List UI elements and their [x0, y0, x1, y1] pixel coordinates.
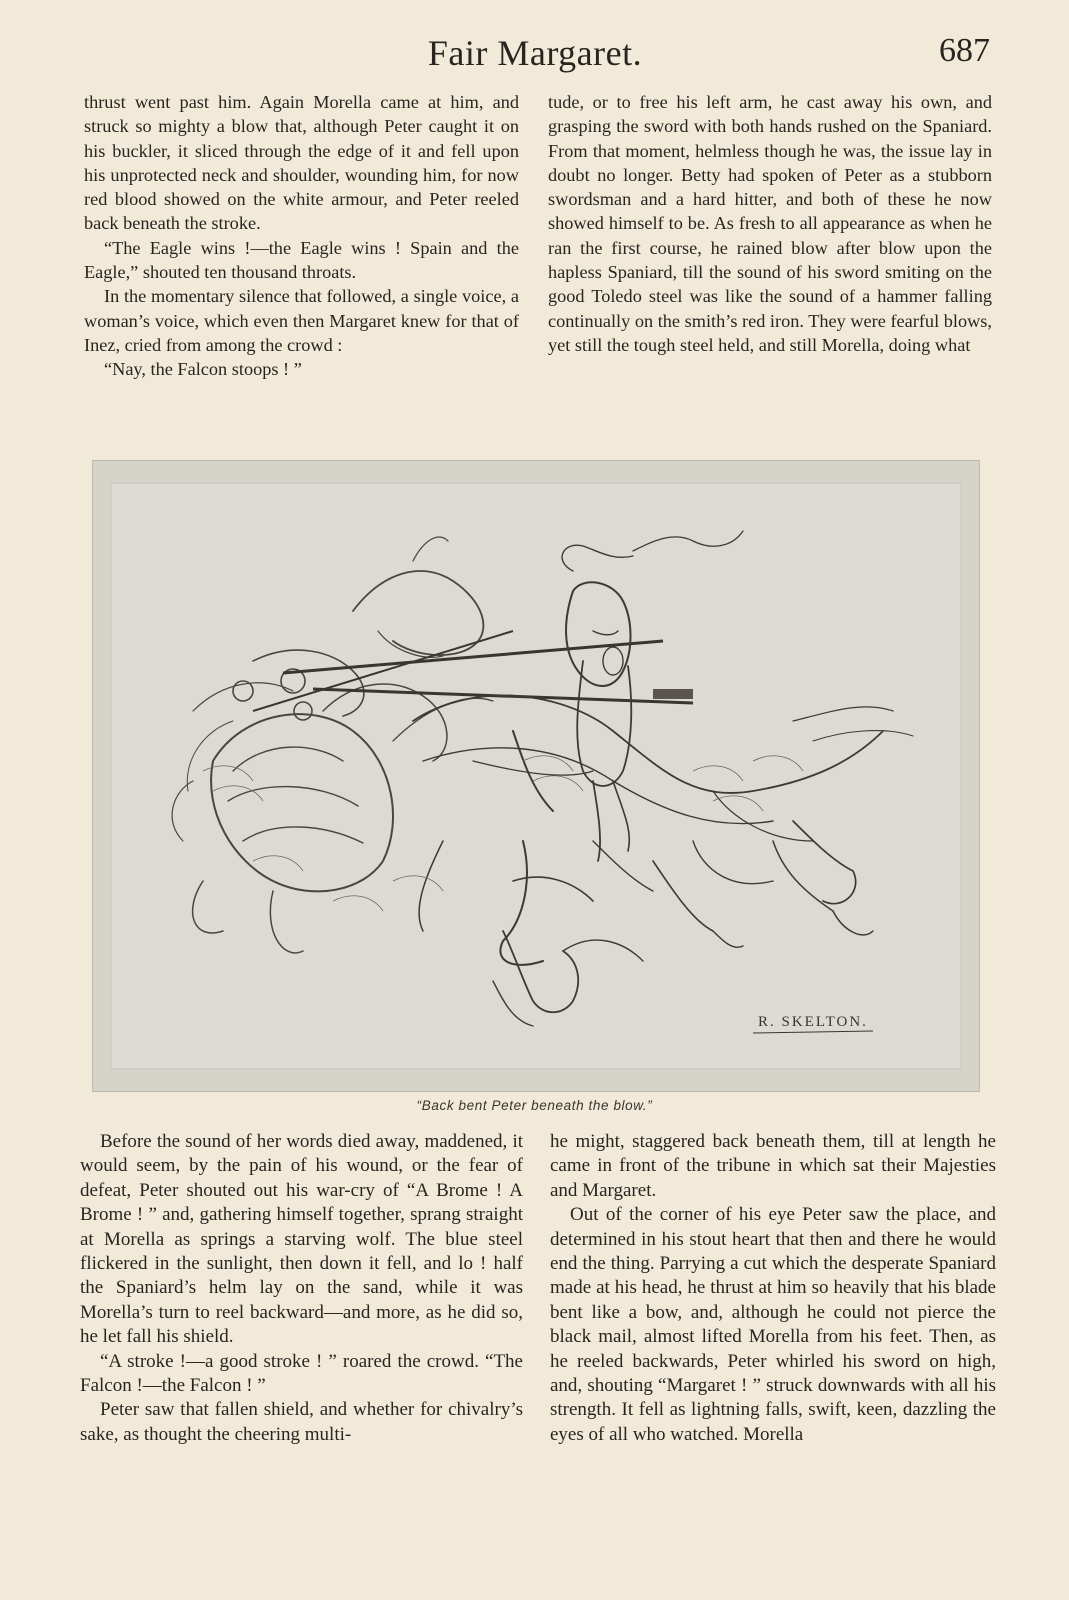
text-column-top-right	[548, 90, 992, 357]
paragraph: he might, staggered back beneath them, till at length he came in front of the tribune in which sat their Majesties and Margaret.	[550, 1131, 996, 1201]
paragraph: Peter saw that fallen shield, and whether for chivalry’s sake, as thought the cheering multi-	[80, 1399, 523, 1445]
illustration-caption: “Back bent Peter beneath the blow.”	[416, 1098, 653, 1113]
text-column-bottom-right	[550, 1130, 996, 1447]
chapter-title: Fair Margaret.	[427, 33, 643, 73]
page-number: 687	[939, 32, 990, 69]
paragraph: Out of the corner of his eye Peter saw the place, and determined in his stout heart that then and there he would end the thing. Parrying a cut which the desperate Spaniard made at his head, he thrust at him so heavily that his blade bent like a bow, and, although he could not pierce the black mail, almost lifted Morella from his feet. Then, as he reeled backwards, Peter whirled his sword on high, and, shouting “Margaret ! ” struck downwards with all his strength. It fell as lightning falls, swift, keen, dazzling the eyes of all who watched. Morella	[550, 1204, 996, 1445]
paragraph: Before the sound of her words died away, maddened, it would seem, by the pain of his wound, or the fear of defeat, Peter shouted out his war-cry of “A Brome ! A Brome ! ” and, gathering himself together, sprang straight at Morella as springs a starving wolf. The blue steel flickered in the sunlight, then down it fell, and lo ! half the Spaniard’s helm lay on the sand, while it was Morella’s turn to reel backward—and more, as he did so, he let fall his shield.	[80, 1131, 523, 1348]
text-column-bottom-left	[80, 1130, 523, 1447]
paragraph: “The Eagle wins !—the Eagle wins ! Spain and the Eagle,” shouted ten thousand throats.	[84, 237, 519, 283]
illustration-plate	[92, 460, 980, 1092]
paragraph: thrust went past him. Again Morella came at him, and struck so mighty a blow that, although Peter caught it on his buckler, it sliced through the edge of it and fell upon his unprotected neck and shoulder, wounding him, for now red blood showed on the white armour, and Peter reeled back beneath the stroke.	[84, 92, 519, 234]
paragraph: “Nay, the Falcon stoops ! ”	[104, 359, 302, 380]
paragraph: “A stroke !—a good stroke ! ” roared the crowd. “The Falcon !—the Falcon ! ”	[80, 1350, 523, 1397]
jousting-knights-illustration-icon	[93, 461, 979, 1091]
paragraph: In the momentary silence that followed, a single voice, a woman’s voice, which even then Margaret knew for that of Inez, cried from among the crowd :	[84, 286, 519, 355]
signature-text: R. SKELTON.	[758, 1014, 868, 1030]
paragraph: tude, or to free his left arm, he cast away his own, and grasping the sword with both hands rushed on the Spaniard. From that moment, helmless though he was, the issue lay in doubt no longer. Betty had spoken of Peter as a stubborn swordsman and a hard hitter, and both of these he now showed himself to be. As fresh to all appearance as when he ran the first course, he rained blow after blow upon the hapless Spaniard, till the sound of his sword smiting on the good Toledo steel was like the sound of a hammer falling continually on the smith’s red iron. They were fearful blows, yet still the tough steel held, and still Morella, doing what	[548, 92, 992, 355]
text-column-top-left	[84, 90, 519, 382]
running-header	[80, 32, 990, 78]
